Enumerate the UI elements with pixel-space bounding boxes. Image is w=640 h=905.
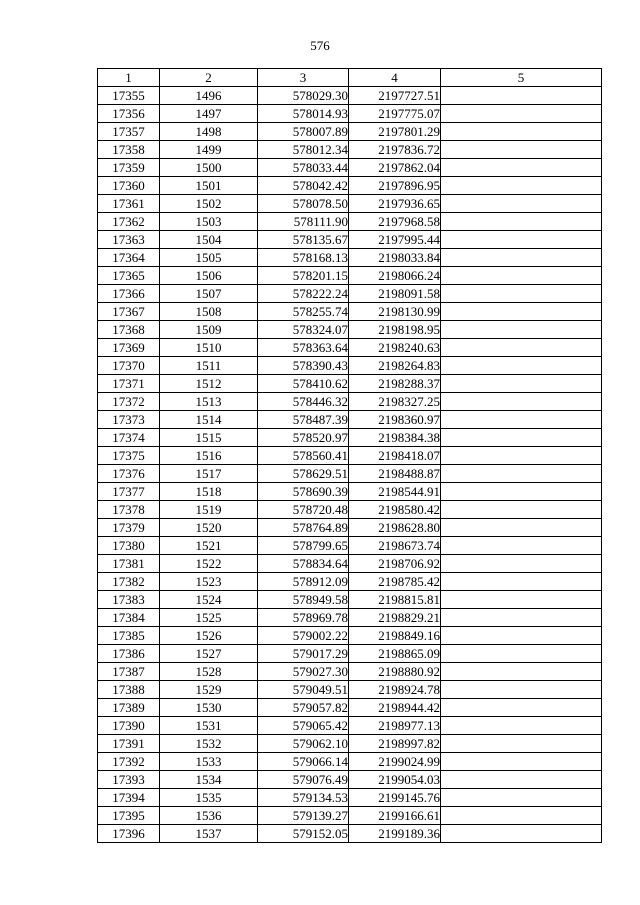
table-row [98,447,602,465]
cell-y-coordinate: 2198240.63 [349,339,441,357]
cell-notes [441,717,602,735]
cell-x-coordinate: 579049.51 [258,681,349,699]
cell-y-coordinate: 2197968.58 [349,213,441,231]
cell-y-coordinate: 2199166.61 [349,807,441,825]
cell-point-number: 1519 [160,501,258,519]
cell-point-index: 17356 [98,105,160,123]
table-row [98,429,602,447]
cell-y-coordinate: 2197727.51 [349,87,441,105]
cell-notes [441,411,602,429]
table-row [98,825,602,843]
cell-y-coordinate: 2198785.42 [349,573,441,591]
cell-notes [441,375,602,393]
cell-y-coordinate: 2199054.03 [349,771,441,789]
cell-x-coordinate: 579002.22 [258,627,349,645]
cell-point-index: 17381 [98,555,160,573]
table-row [98,645,602,663]
cell-point-number: 1496 [160,87,258,105]
table-row [98,141,602,159]
cell-point-index: 17394 [98,789,160,807]
cell-point-number: 1529 [160,681,258,699]
table-header-row [98,69,602,87]
cell-point-number: 1526 [160,627,258,645]
cell-x-coordinate: 579062.10 [258,735,349,753]
cell-x-coordinate: 578390.43 [258,357,349,375]
coordinates-table [97,68,602,843]
table-row [98,681,602,699]
cell-notes [441,645,602,663]
cell-notes [441,753,602,771]
cell-y-coordinate: 2198580.42 [349,501,441,519]
cell-x-coordinate: 578799.65 [258,537,349,555]
cell-x-coordinate: 578446.32 [258,393,349,411]
cell-y-coordinate: 2199145.76 [349,789,441,807]
cell-notes [441,537,602,555]
cell-notes [441,771,602,789]
cell-y-coordinate: 2198628.80 [349,519,441,537]
cell-notes [441,501,602,519]
cell-point-index: 17374 [98,429,160,447]
cell-x-coordinate: 578007.89 [258,123,349,141]
cell-notes [441,141,602,159]
table-row [98,105,602,123]
table-row [98,663,602,681]
cell-y-coordinate: 2198673.74 [349,537,441,555]
column-header: 1 [98,69,160,87]
cell-notes [441,267,602,285]
table-row [98,357,602,375]
cell-notes [441,429,602,447]
cell-point-index: 17389 [98,699,160,717]
cell-y-coordinate: 2198091.58 [349,285,441,303]
cell-y-coordinate: 2198944.42 [349,699,441,717]
table-row [98,591,602,609]
page-number: 576 [310,38,330,53]
cell-notes [441,663,602,681]
cell-notes [441,231,602,249]
cell-notes [441,177,602,195]
cell-notes [441,339,602,357]
cell-point-number: 1503 [160,213,258,231]
cell-point-index: 17357 [98,123,160,141]
cell-point-number: 1517 [160,465,258,483]
cell-point-index: 17362 [98,213,160,231]
cell-y-coordinate: 2198418.07 [349,447,441,465]
cell-point-index: 17393 [98,771,160,789]
cell-x-coordinate: 579027.30 [258,663,349,681]
cell-x-coordinate: 578012.34 [258,141,349,159]
cell-point-number: 1515 [160,429,258,447]
column-header: 3 [258,69,349,87]
cell-point-number: 1506 [160,267,258,285]
cell-point-index: 17378 [98,501,160,519]
cell-point-index: 17369 [98,339,160,357]
table-row [98,177,602,195]
cell-point-index: 17366 [98,285,160,303]
table-row [98,339,602,357]
cell-point-number: 1516 [160,447,258,465]
table-row [98,411,602,429]
cell-point-number: 1531 [160,717,258,735]
table-row [98,393,602,411]
table-row [98,159,602,177]
cell-point-number: 1499 [160,141,258,159]
cell-y-coordinate: 2197836.72 [349,141,441,159]
cell-point-index: 17377 [98,483,160,501]
cell-point-number: 1507 [160,285,258,303]
cell-point-number: 1533 [160,753,258,771]
cell-notes [441,681,602,699]
table-row [98,627,602,645]
cell-x-coordinate: 578487.39 [258,411,349,429]
cell-notes [441,825,602,843]
cell-y-coordinate: 2198880.92 [349,663,441,681]
cell-notes [441,285,602,303]
cell-x-coordinate: 579076.49 [258,771,349,789]
cell-point-index: 17364 [98,249,160,267]
cell-point-number: 1513 [160,393,258,411]
cell-point-index: 17380 [98,537,160,555]
cell-point-index: 17373 [98,411,160,429]
cell-point-index: 17359 [98,159,160,177]
cell-point-index: 17388 [98,681,160,699]
cell-notes [441,321,602,339]
cell-y-coordinate: 2198997.82 [349,735,441,753]
cell-x-coordinate: 578690.39 [258,483,349,501]
table-row [98,123,602,141]
cell-x-coordinate: 579139.27 [258,807,349,825]
table-row [98,807,602,825]
cell-notes [441,393,602,411]
cell-x-coordinate: 579057.82 [258,699,349,717]
table-row [98,519,602,537]
table-row [98,465,602,483]
cell-x-coordinate: 578720.48 [258,501,349,519]
cell-x-coordinate: 578363.64 [258,339,349,357]
cell-x-coordinate: 578949.58 [258,591,349,609]
cell-x-coordinate: 578042.42 [258,177,349,195]
cell-point-number: 1510 [160,339,258,357]
cell-y-coordinate: 2199024.99 [349,753,441,771]
table-row [98,699,602,717]
table-row [98,735,602,753]
cell-y-coordinate: 2197801.29 [349,123,441,141]
cell-point-number: 1509 [160,321,258,339]
cell-notes [441,303,602,321]
cell-notes [441,699,602,717]
column-header: 2 [160,69,258,87]
table-row [98,789,602,807]
table-row [98,195,602,213]
table-row [98,231,602,249]
cell-x-coordinate: 578834.64 [258,555,349,573]
cell-notes [441,357,602,375]
cell-point-number: 1501 [160,177,258,195]
cell-point-index: 17396 [98,825,160,843]
table-row [98,285,602,303]
cell-point-number: 1537 [160,825,258,843]
cell-point-number: 1497 [160,105,258,123]
cell-point-index: 17365 [98,267,160,285]
cell-point-index: 17371 [98,375,160,393]
cell-point-number: 1505 [160,249,258,267]
cell-x-coordinate: 578912.09 [258,573,349,591]
table-row [98,573,602,591]
cell-y-coordinate: 2198706.92 [349,555,441,573]
cell-point-number: 1502 [160,195,258,213]
cell-notes [441,87,602,105]
cell-point-index: 17385 [98,627,160,645]
cell-x-coordinate: 579065.42 [258,717,349,735]
cell-point-index: 17382 [98,573,160,591]
cell-point-number: 1524 [160,591,258,609]
cell-point-index: 17370 [98,357,160,375]
cell-x-coordinate: 578629.51 [258,465,349,483]
table-row [98,609,602,627]
cell-notes [441,213,602,231]
cell-x-coordinate: 578033.44 [258,159,349,177]
cell-x-coordinate: 578168.13 [258,249,349,267]
table-row [98,87,602,105]
cell-point-number: 1534 [160,771,258,789]
cell-x-coordinate: 578410.62 [258,375,349,393]
table-row [98,249,602,267]
cell-x-coordinate: 578135.67 [258,231,349,249]
cell-point-index: 17391 [98,735,160,753]
table-body [98,87,602,843]
cell-notes [441,735,602,753]
cell-point-number: 1518 [160,483,258,501]
cell-y-coordinate: 2198865.09 [349,645,441,663]
cell-point-number: 1521 [160,537,258,555]
cell-y-coordinate: 2198327.25 [349,393,441,411]
cell-x-coordinate: 578764.89 [258,519,349,537]
cell-x-coordinate: 578222.24 [258,285,349,303]
cell-point-index: 17379 [98,519,160,537]
cell-x-coordinate: 578969.78 [258,609,349,627]
cell-x-coordinate: 579134.53 [258,789,349,807]
table-row [98,375,602,393]
table-row [98,483,602,501]
cell-y-coordinate: 2197862.04 [349,159,441,177]
cell-y-coordinate: 2198849.16 [349,627,441,645]
cell-point-number: 1512 [160,375,258,393]
cell-y-coordinate: 2198264.83 [349,357,441,375]
cell-x-coordinate: 578520.97 [258,429,349,447]
cell-y-coordinate: 2199189.36 [349,825,441,843]
cell-notes [441,123,602,141]
cell-x-coordinate: 579017.29 [258,645,349,663]
cell-point-index: 17376 [98,465,160,483]
table-row [98,321,602,339]
table-row [98,771,602,789]
cell-y-coordinate: 2198198.95 [349,321,441,339]
cell-notes [441,249,602,267]
cell-y-coordinate: 2198130.99 [349,303,441,321]
cell-point-number: 1500 [160,159,258,177]
cell-notes [441,447,602,465]
cell-notes [441,195,602,213]
cell-notes [441,555,602,573]
cell-notes [441,159,602,177]
cell-x-coordinate: 578560.41 [258,447,349,465]
cell-point-number: 1520 [160,519,258,537]
cell-point-index: 17375 [98,447,160,465]
cell-x-coordinate: 579152.05 [258,825,349,843]
cell-point-index: 17387 [98,663,160,681]
cell-point-index: 17360 [98,177,160,195]
cell-point-index: 17392 [98,753,160,771]
cell-point-index: 17386 [98,645,160,663]
table-row [98,555,602,573]
cell-y-coordinate: 2198066.24 [349,267,441,285]
cell-notes [441,789,602,807]
cell-point-index: 17355 [98,87,160,105]
cell-notes [441,105,602,123]
table-row [98,537,602,555]
cell-y-coordinate: 2198033.84 [349,249,441,267]
cell-y-coordinate: 2198829.21 [349,609,441,627]
cell-point-index: 17390 [98,717,160,735]
cell-point-number: 1536 [160,807,258,825]
cell-notes [441,609,602,627]
cell-point-number: 1527 [160,645,258,663]
cell-point-index: 17372 [98,393,160,411]
table-row [98,267,602,285]
cell-point-number: 1514 [160,411,258,429]
cell-y-coordinate: 2198288.37 [349,375,441,393]
column-header: 5 [441,69,602,87]
cell-x-coordinate: 578014.93 [258,105,349,123]
cell-x-coordinate: 578201.15 [258,267,349,285]
table-row [98,717,602,735]
cell-x-coordinate: 578255.74 [258,303,349,321]
cell-point-index: 17368 [98,321,160,339]
cell-x-coordinate: 578111.90 [258,213,349,231]
cell-point-number: 1511 [160,357,258,375]
cell-y-coordinate: 2198544.91 [349,483,441,501]
cell-y-coordinate: 2198360.97 [349,411,441,429]
cell-point-number: 1532 [160,735,258,753]
cell-point-number: 1523 [160,573,258,591]
cell-y-coordinate: 2197896.95 [349,177,441,195]
cell-x-coordinate: 579066.14 [258,753,349,771]
cell-notes [441,483,602,501]
cell-notes [441,807,602,825]
cell-point-index: 17361 [98,195,160,213]
column-header: 4 [349,69,441,87]
cell-point-number: 1522 [160,555,258,573]
cell-y-coordinate: 2197995.44 [349,231,441,249]
cell-y-coordinate: 2197936.65 [349,195,441,213]
cell-point-index: 17358 [98,141,160,159]
cell-y-coordinate: 2198924.78 [349,681,441,699]
cell-y-coordinate: 2198977.13 [349,717,441,735]
cell-point-number: 1508 [160,303,258,321]
cell-y-coordinate: 2198384.38 [349,429,441,447]
cell-y-coordinate: 2198815.81 [349,591,441,609]
cell-x-coordinate: 578324.07 [258,321,349,339]
cell-notes [441,573,602,591]
cell-y-coordinate: 2197775.07 [349,105,441,123]
cell-point-number: 1498 [160,123,258,141]
cell-point-number: 1504 [160,231,258,249]
table-row [98,303,602,321]
cell-point-number: 1535 [160,789,258,807]
cell-point-number: 1525 [160,609,258,627]
cell-point-index: 17395 [98,807,160,825]
cell-x-coordinate: 578078.50 [258,195,349,213]
table-row [98,753,602,771]
cell-y-coordinate: 2198488.87 [349,465,441,483]
cell-notes [441,591,602,609]
cell-point-index: 17383 [98,591,160,609]
cell-point-index: 17367 [98,303,160,321]
cell-point-number: 1530 [160,699,258,717]
cell-point-index: 17384 [98,609,160,627]
cell-notes [441,627,602,645]
cell-notes [441,465,602,483]
table-row [98,501,602,519]
cell-x-coordinate: 578029.30 [258,87,349,105]
cell-notes [441,519,602,537]
cell-point-index: 17363 [98,231,160,249]
table-row [98,213,602,231]
cell-point-number: 1528 [160,663,258,681]
